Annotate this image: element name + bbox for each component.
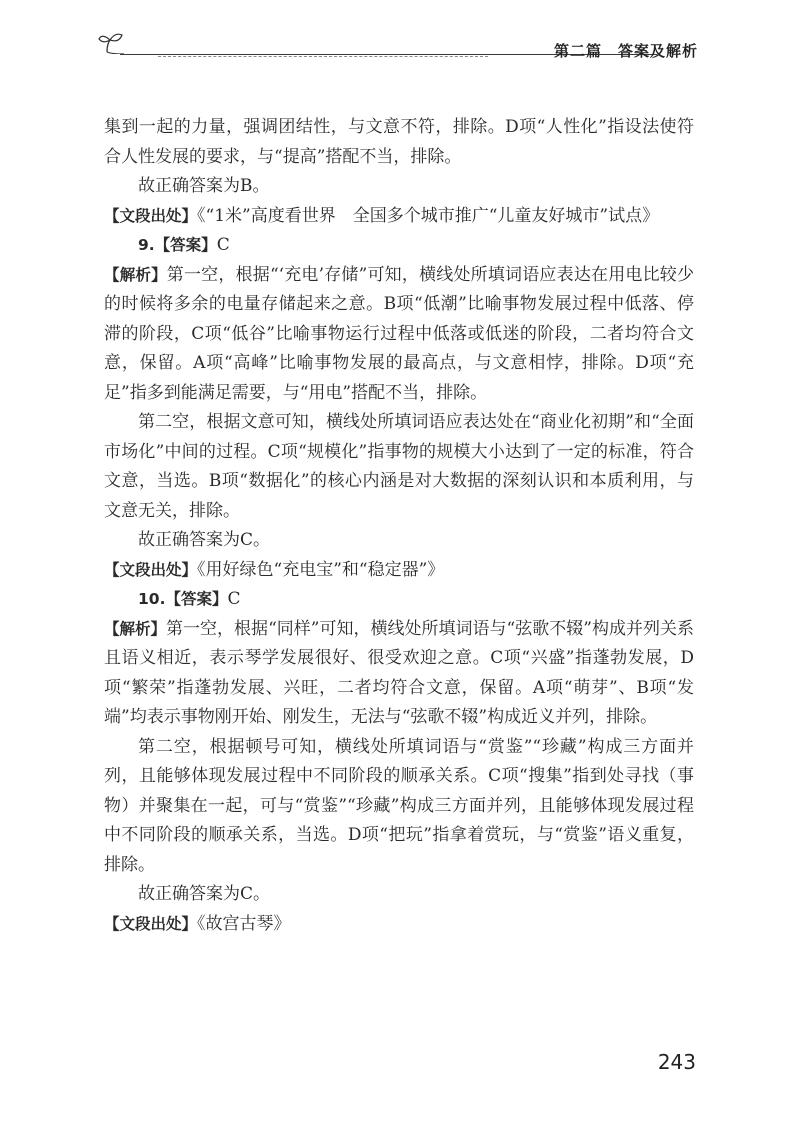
paragraph-6 xyxy=(104,526,694,556)
source-line xyxy=(104,556,694,586)
paragraph-1 xyxy=(104,172,694,202)
paragraph-text: 第二空，根据顿号可知，横线处所填词语与“赏鉴”“珍藏”构成三方面并列，且能够体现发展过程中不同阶段的顺承关系。C项“搜集”指到处寻找（事物）并聚集在一起，可与“赏鉴”“珍藏”构成三方面并列，且能够体现发展过程中不同阶段的顺承关系，当选。D项“把玩”指拿着赏玩，与“赏鉴”语义重复，排除。 xyxy=(104,736,694,875)
analysis-text: 第一空，根据“同样”可知，横线处所填词语与“弦歌不辍”构成并列关系且语义相近，表示琴学发展很好、很受欢迎之意。C项“兴盛”指蓬勃发展，D项“繁荣”指蓬勃发展、兴旺，二者均符合文意，保留。A项“萌芽”、B项“发端”均表示事物刚开始、刚发生，无法与“弦歌不辍”构成近义并列，排除。 xyxy=(104,618,694,727)
answer-value: C xyxy=(216,235,230,255)
source-label: 【文段出处】 xyxy=(104,914,198,933)
source-text: 《故宫古琴》 xyxy=(197,913,291,934)
paragraph-text: 故正确答案为B。 xyxy=(138,176,270,196)
source-text: 《用好绿色“充电宝”和“稳定器”》 xyxy=(197,559,445,580)
analysis-paragraph xyxy=(104,615,694,733)
answer-label: 9.【答案】 xyxy=(138,236,217,254)
source-text: 《“1米”高度看世界 全国多个城市推广“儿童友好城市”试点》 xyxy=(197,205,660,226)
paragraph-11 xyxy=(104,880,694,910)
analysis-label: 【解析】 xyxy=(104,265,167,284)
source-line xyxy=(104,202,694,232)
paragraph-5 xyxy=(104,408,694,526)
source-label: 【文段出处】 xyxy=(104,560,198,579)
analysis-label: 【解析】 xyxy=(104,619,167,638)
answer-value: C xyxy=(227,589,241,609)
paragraph-10 xyxy=(104,733,694,881)
sprout-icon xyxy=(98,32,128,54)
analysis-text: 第一空，根据“‘充电’存储”可知，横线处所填词语应表达在用电比较少的时候将多余的电量存储起来之意。B项“低潮”比喻事物发展过程中低落、停滞的阶段，C项“低谷”比喻事物运行过程中低落或低迷的阶段，二者均符合文意，保留。A项“高峰”比喻事物发展的最高点，与文意相悖，排除。D项“充足”指多到能满足需要，与“用电”搭配不当，排除。 xyxy=(104,264,694,403)
paragraph-text: 第二空，根据文意可知，横线处所填词语应表达处在“商业化初期”和“全面市场化”中间的过程。C项“规模化”指事物的规模大小达到了一定的标准，符合文意，当选。B项“数据化”的核心内涵是对大数据的深刻认识和本质利用，与文意无关，排除。 xyxy=(104,412,694,521)
page-number: 243 xyxy=(657,1050,696,1074)
source-label: 【文段出处】 xyxy=(104,206,198,225)
paragraph-text: 集到一起的力量，强调团结性，与文意不符，排除。D项“人性化”指设法使符合人性发展的要求，与“提高”搭配不当，排除。 xyxy=(104,117,694,167)
source-line xyxy=(104,910,694,940)
answer-line xyxy=(104,231,694,261)
section-title: 第二篇 答案及解析 xyxy=(553,42,698,60)
answer-text xyxy=(104,113,694,939)
paragraph-text: 故正确答案为C。 xyxy=(138,530,271,550)
paragraph-0 xyxy=(104,113,694,172)
page-header xyxy=(98,30,698,70)
analysis-paragraph xyxy=(104,261,694,409)
header-dashed-rule xyxy=(158,56,488,57)
paragraph-text: 故正确答案为C。 xyxy=(138,884,271,904)
answer-line xyxy=(104,585,694,615)
answer-label: 10.【答案】 xyxy=(138,590,228,608)
